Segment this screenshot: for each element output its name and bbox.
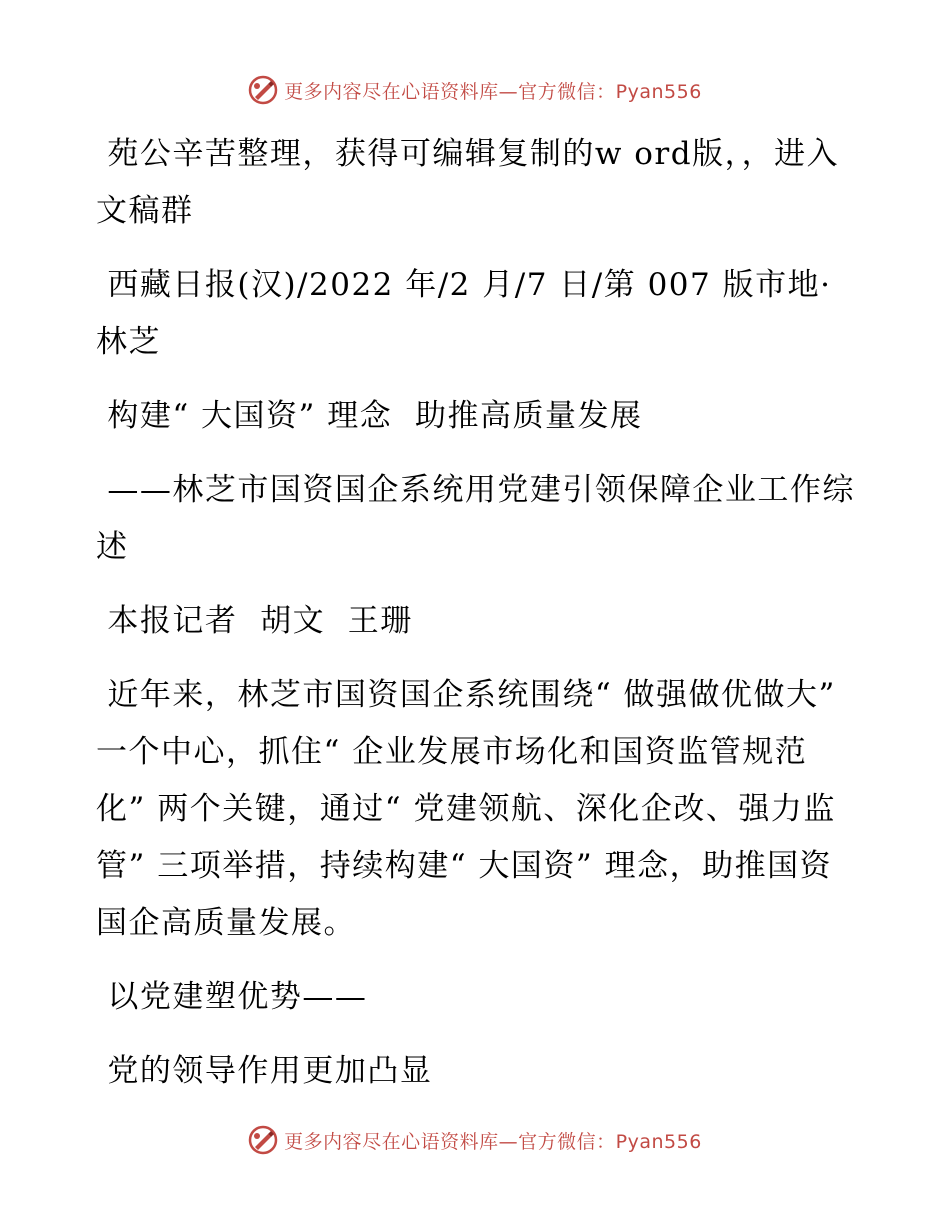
banner-text xyxy=(284,77,702,104)
article-title: 构建“ 大国资” 理念 助推高质量发展 xyxy=(96,398,643,434)
banner-main-text: 更多内容尽在心语资料库 xyxy=(284,1130,499,1153)
banner-separator: — xyxy=(498,80,519,103)
paragraph-note: 苑公辛苦整理，获得可编辑复制的w ord版，，进入文稿群 xyxy=(96,136,840,229)
banner-wechat-text: 官方微信：Pyan556 xyxy=(518,1130,702,1153)
section-subheading: 党的领导作用更加凸显 xyxy=(96,1053,433,1089)
paragraph-intro: 近年来，林芝市国资国企系统围绕“ 做强做优做大” 一个中心，抓住“ 企业发展市场化和国资监管规范化” 两个关键，通过“ 党建领航、深化企改、强力监管” 三项举措，持续构建“ 大国资” 理念，助推国资国企高质量发展。 xyxy=(96,677,848,941)
article-subtitle: ——林芝市国资国企系统用党建引领保障企业工作综述 xyxy=(96,472,855,565)
footer-banner xyxy=(0,1122,950,1158)
header-banner xyxy=(0,72,950,108)
banner-main-text: 更多内容尽在心语资料库 xyxy=(284,80,499,103)
document-body xyxy=(96,126,856,1117)
banner-wechat-text: 官方微信：Pyan556 xyxy=(518,80,702,103)
section-heading: 以党建塑优势—— xyxy=(96,979,368,1015)
paragraph-source: 西藏日报(汉)/2022 年/2 月/7 日/第 007 版市地· 林芝 xyxy=(96,267,843,360)
banner-text xyxy=(284,1127,702,1154)
banner-separator: — xyxy=(498,1130,519,1153)
pen-logo-icon xyxy=(248,1125,278,1155)
article-byline: 本报记者 胡文 王珊 xyxy=(96,603,413,639)
pen-logo-icon xyxy=(248,75,278,105)
